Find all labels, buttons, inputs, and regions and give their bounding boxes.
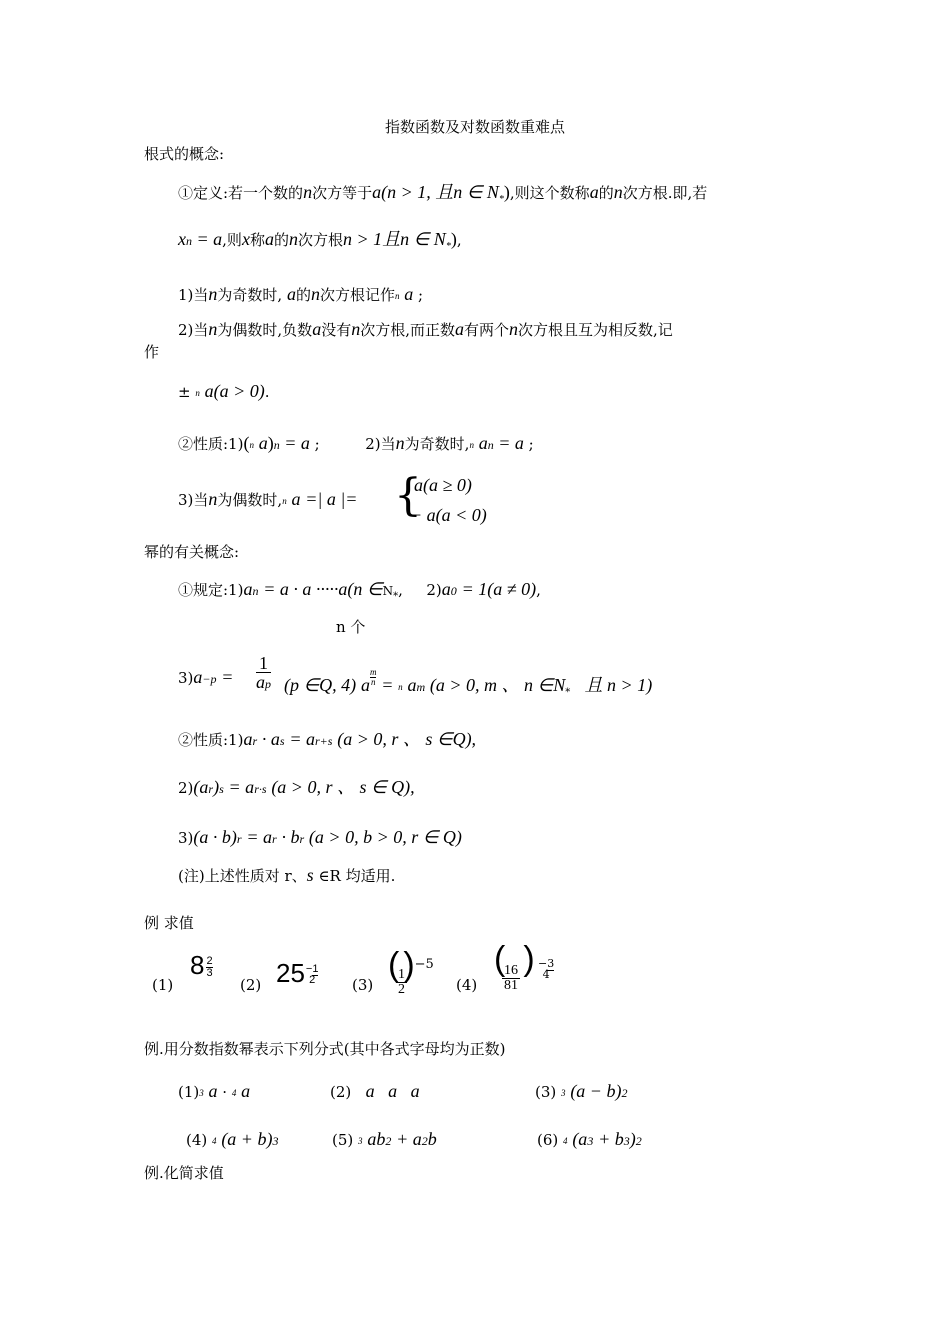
ex1-frac-4: 16 81 [504,963,518,993]
power-property-3: 3)(a · b)r = ar · br (a > 0, b > 0, r ∈ Q) [178,827,462,847]
negative-exponent-prefix: 3)a−p = [178,667,234,687]
ex1-expr-1: 8 $\frac{2}{3}$ [190,950,213,980]
ex1-label-4: (4) [456,976,478,994]
page-title: 指数函数及对数函数重难点 [385,118,566,136]
ex1-label-1: (1) [152,976,174,994]
power-rules-line: ①规定:1)an = a · a ·····a(n $\in N_*$, 2)a0 = 1(a ≠ 0), [178,579,541,602]
ex2-item-4: (4) 4 (a + b)3 [186,1129,279,1149]
reciprocal-fraction: $\frac{1}{ap}$ [256,653,271,692]
definition-line-2: xn = a,则x称a的n次方根n > 1且n ∈ $N_*$), [178,229,462,252]
section-heading-power: 幂的有关概念: [144,543,240,561]
even-property-prefix: 3)当n为偶数时,n a =| a |= [178,489,358,509]
case-negative: − a(a < 0) [410,505,487,525]
ex1-exponent-4: −3 4 [538,957,555,981]
ex2-item-2: (2) a a a [330,1081,420,1101]
radical-properties-line: ②性质:1)(n a)n = a ; 2)当n为奇数时,n an = a ; [178,433,534,453]
ex2-item-1: (1)3 a · 4 a [178,1081,251,1101]
rational-exponent-line: (p ∈Q, 4) a $\frac{m}{n}$ = n am (a > 0, m 、 n $\in N_*$ 且 n > 1) [284,667,653,698]
ex1-expr-2: 25 −1 2 [276,958,319,988]
power-property-1: ②性质:1)ar · as = ar+s (a > 0, r 、 s ∈Q), [178,729,477,749]
section-heading-radical: 根式的概念: [144,145,225,163]
odd-root-line: 1)当n为奇数时, a的n次方根记作n a ; [178,284,424,304]
ex1-label-2: (2) [240,976,262,994]
plus-minus-root: ± n a(a > 0). [178,381,270,401]
ex2-item-3: (3) 3 (a − b)2 [535,1081,628,1101]
n-count-label: n 个 [336,618,366,636]
note-line: (注)上述性质对 r、s ∈R 均适用. [178,865,396,885]
power-property-2: 2)(ar)s = ar·s (a > 0, r 、 s ∈ Q), [178,777,415,797]
even-root-line: 2)当n为偶数时,负数a没有n次方根,而正数a有两个n次方根且互为相反数,记 [178,319,673,339]
example-2-heading: 例.用分数指数幂表示下列分式(其中各式字母均为正数) [144,1040,506,1058]
example-1-heading: 例 求值 [144,914,194,932]
ex1-frac-3: 1 2 [398,967,405,997]
even-root-wrap: 作 [144,343,160,361]
definition-line-1: ①定义:若一个数的n次方等于a(n > 1, 且n ∈ $N_*$),则这个数称a的n次方根.即,若 [178,182,708,205]
cases-brace: { [394,470,422,521]
ex1-expr-4: ( ) [494,940,535,978]
case-nonnegative: a(a ≥ 0) [414,475,472,495]
example-3-heading: 例.化简求值 [144,1164,224,1182]
ex2-item-6: (6) 4 (a3 + b3)2 [537,1129,642,1149]
ex2-item-5: (5) 3 ab2 + a2b [332,1129,437,1149]
ex1-expr-3: ( )−5 [388,946,434,984]
ex1-label-3: (3) [352,976,374,994]
